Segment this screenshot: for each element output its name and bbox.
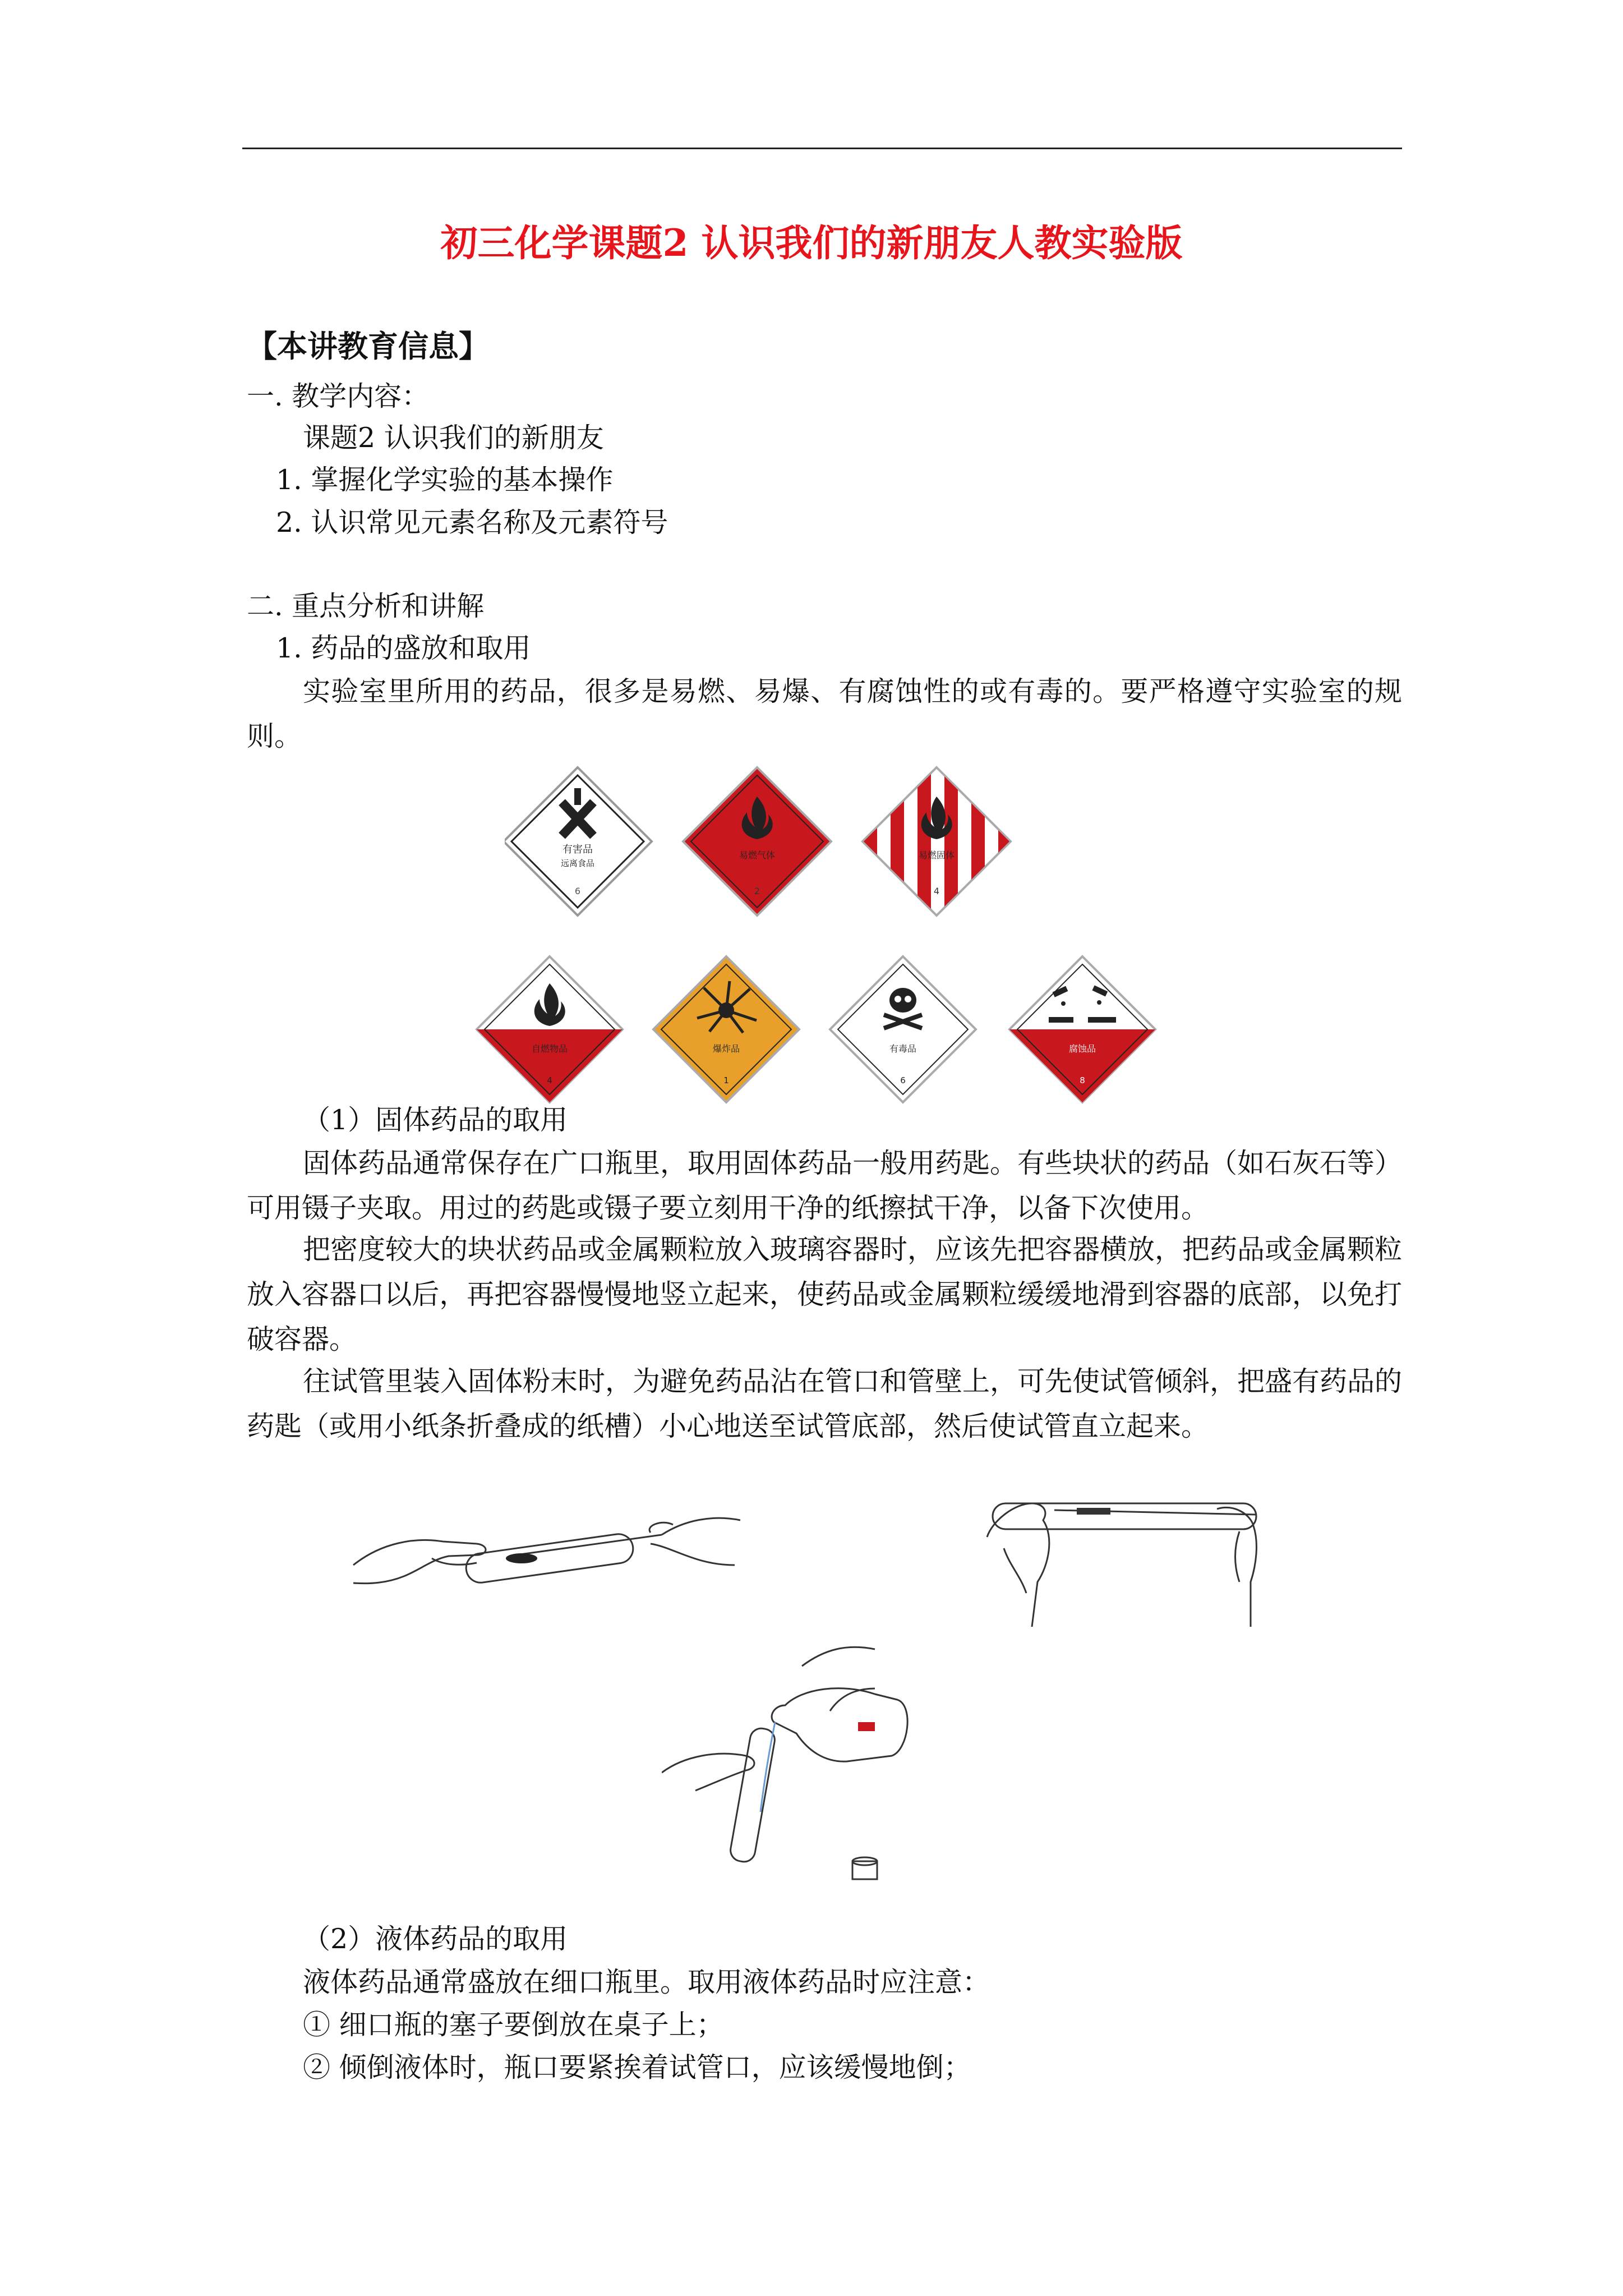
illustration-paper-chute — [970, 1470, 1284, 1632]
solid-paragraph-2: 把密度较大的块状药品或金属颗粒放入玻璃容器时，应该先把容器横放，把药品或金属颗粒放入容器口以后，再把容器慢慢地竖立起来，使药品或金属颗粒缓缓地滑到容器的底部，以免打破容器。 — [247, 1234, 1403, 1355]
part1-item: 1. 掌握化学实验的基本操作 — [276, 464, 614, 496]
sign-number: 1 — [723, 1075, 729, 1085]
corrosive-sign — [1009, 956, 1155, 1102]
part1-heading: 一. 教学内容： — [247, 380, 430, 412]
spontaneous-combustion-sign — [477, 956, 623, 1102]
liquid-item: ② 倾倒液体时，瓶口要紧挨着试管口，应该缓慢地倒； — [303, 2051, 971, 2083]
part1-item: 2. 认识常见元素名称及元素符号 — [276, 507, 668, 539]
liquid-heading: （2）液体药品的取用 — [303, 1923, 568, 1955]
page-title: 初三化学课题2 认识我们的新朋友人教实验版 — [440, 221, 1183, 265]
hazard-signs-row-2 — [465, 954, 1172, 1105]
sign-label: 易燃固体 — [918, 850, 955, 861]
flammable-solid-sign — [863, 767, 1012, 915]
liquid-intro: 液体药品通常盛放在细口瓶里。取用液体药品时应注意： — [303, 1966, 990, 1998]
sign-number: 8 — [1080, 1075, 1085, 1085]
toxic-sign — [830, 956, 976, 1102]
harmful-sign — [505, 767, 652, 915]
illustration-spoon-into-tube — [348, 1481, 751, 1616]
sign-number: 6 — [574, 886, 581, 896]
sign-label: 腐蚀品 — [1068, 1043, 1096, 1054]
sign-label: 自燃物品 — [531, 1043, 568, 1054]
sign-label: 爆炸品 — [712, 1043, 740, 1054]
part2-subheading: 1. 药品的盛放和取用 — [276, 632, 531, 664]
sign-number: 2 — [754, 886, 760, 896]
sign-label: 易燃气体 — [739, 850, 776, 861]
sign-number: 4 — [547, 1075, 552, 1085]
illustration-pouring-liquid — [662, 1644, 953, 1902]
sign-label: 有毒品 — [889, 1043, 917, 1054]
header-rule — [242, 148, 1402, 149]
solid-paragraph-3: 往试管里装入固体粉末时，为避免药品沾在管口和管壁上，可先使试管倾斜，把盛有药品的药匙（或用小纸条折叠成的纸槽）小心地送至试管底部，然后使试管直立起来。 — [247, 1365, 1403, 1442]
sign-label: 远离食品 — [560, 858, 595, 868]
part1-topic: 课题2 认识我们的新朋友 — [303, 422, 604, 454]
flammable-gas-sign — [683, 767, 831, 915]
sign-number: 6 — [900, 1075, 906, 1085]
sign-number: 4 — [933, 886, 940, 896]
hazard-signs-row-1 — [505, 763, 1066, 920]
solid-heading: （1）固体药品的取用 — [303, 1104, 568, 1136]
explosive-sign — [653, 956, 799, 1102]
solid-paragraph-1: 固体药品通常保存在广口瓶里，取用固体药品一般用药匙。有些块状的药品（如石灰石等）可用镊子夹取。用过的药匙或镊子要立刻用干净的纸擦拭干净，以备下次使用。 — [247, 1147, 1403, 1224]
intro-paragraph: 实验室里所用的药品，很多是易燃、易爆、有腐蚀性的或有毒的。要严格遵守实验室的规则。 — [247, 675, 1402, 752]
part2-heading: 二. 重点分析和讲解 — [247, 590, 485, 622]
section-heading: 【本讲教育信息】 — [247, 328, 489, 364]
liquid-item: ① 细口瓶的塞子要倒放在桌子上； — [303, 2009, 724, 2041]
sign-label: 有害品 — [562, 844, 593, 855]
